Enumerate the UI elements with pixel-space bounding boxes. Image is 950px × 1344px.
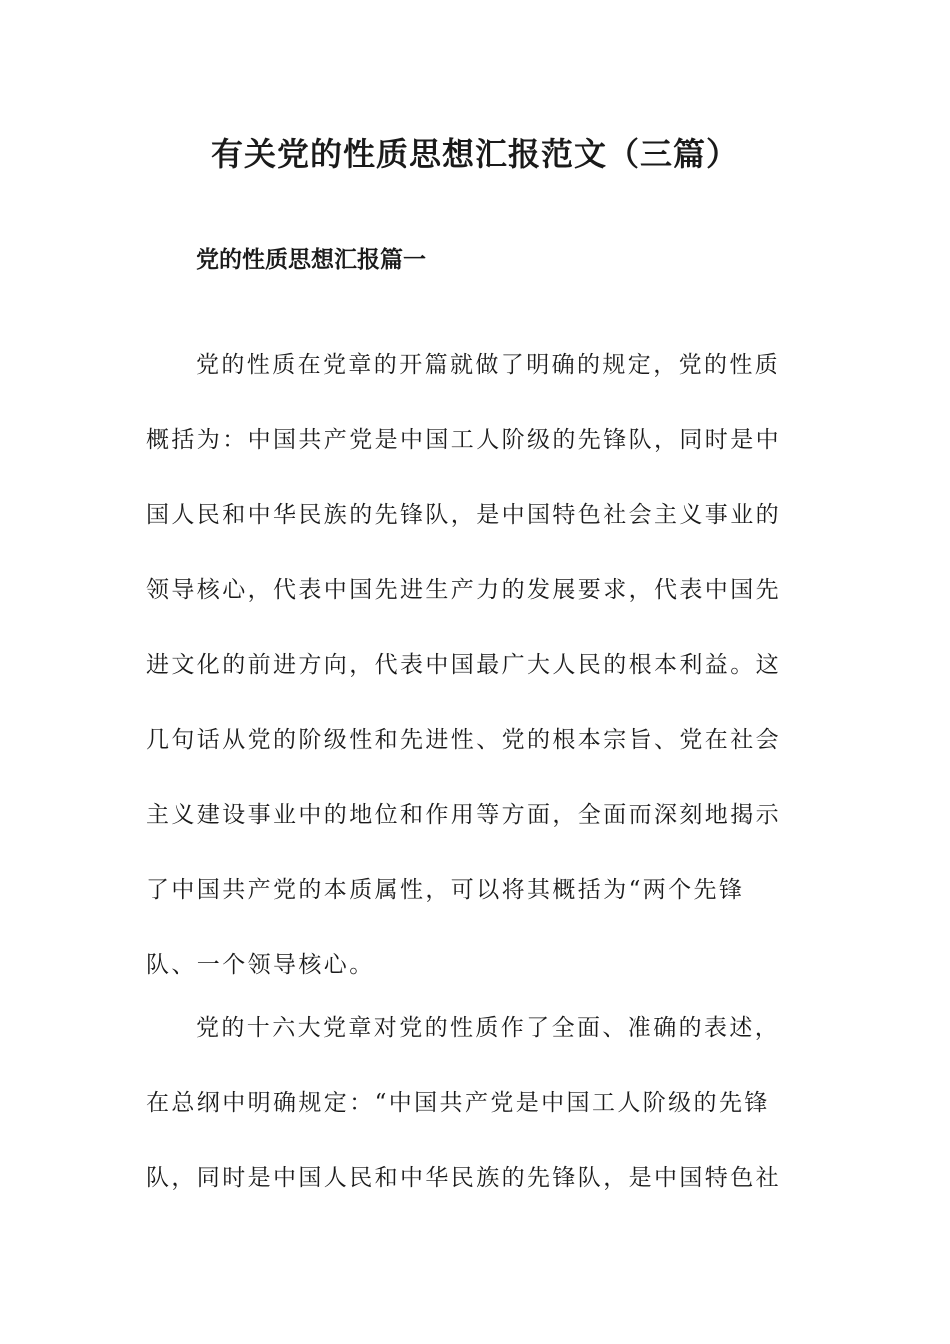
paragraph-line: 概括为：中国共产党是中国工人阶级的先锋队，同时是中 — [146, 427, 781, 453]
paragraph-line: 队，同时是中国人民和中华民族的先锋队，是中国特色社 — [146, 1165, 781, 1191]
paragraph-line: 主义建设事业中的地位和作用等方面，全面而深刻地揭示 — [146, 802, 781, 828]
paragraph-line: 领导核心，代表中国先进生产力的发展要求，代表中国先 — [146, 577, 781, 603]
paragraph-line: 队、一个领导核心。 — [146, 952, 375, 978]
paragraph-line: 国人民和中华民族的先锋队，是中国特色社会主义事业的 — [146, 502, 781, 528]
paragraph-line: 进文化的前进方向，代表中国最广大人民的根本利益。这 — [146, 652, 781, 678]
paragraph-line: 了中国共产党的本质属性，可以将其概括为“两个先锋 — [146, 877, 745, 903]
section-heading: 党的性质思想汇报篇一 — [196, 247, 426, 273]
paragraph-line: 党的十六大党章对党的性质作了全面、准确的表述， — [196, 1015, 781, 1041]
document-title: 有关党的性质思想汇报范文（三篇） — [210, 135, 739, 173]
paragraph-line: 几句话从党的阶级性和先进性、党的根本宗旨、党在社会 — [146, 727, 781, 753]
paragraph-line: 在总纲中明确规定：“中国共产党是中国工人阶级的先锋 — [146, 1090, 770, 1116]
paragraph-line: 党的性质在党章的开篇就做了明确的规定，党的性质 — [196, 352, 781, 378]
